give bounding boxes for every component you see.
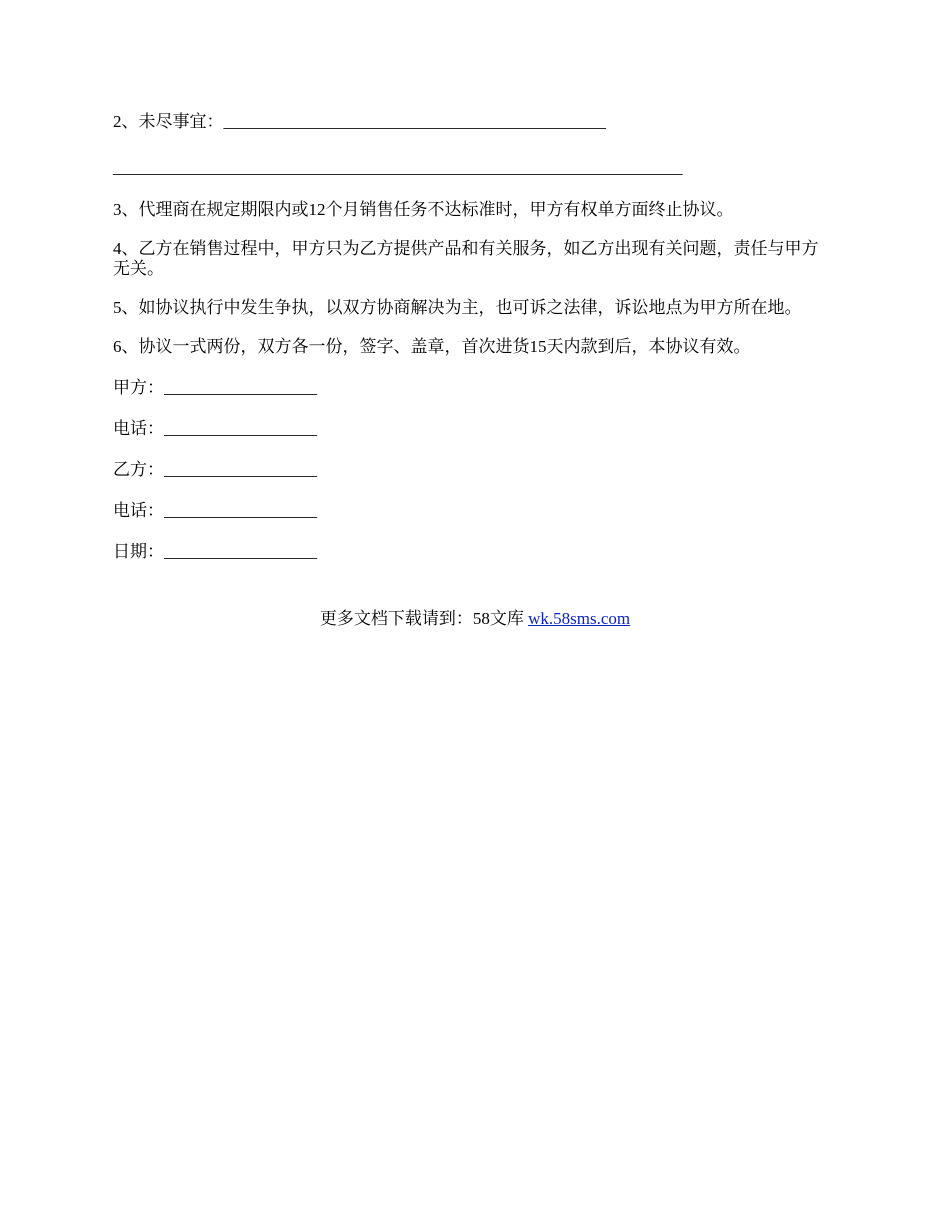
date-line: 日期：__________________	[113, 542, 317, 561]
clause-6: 6、协议一式两份，双方各一份，签字、盖章，首次进货15天内款到后，本协议有效。	[113, 337, 751, 356]
document-body	[113, 112, 833, 583]
party-b-signature-line: 乙方：__________________	[113, 460, 317, 479]
clause-4: 4、乙方在销售过程中，甲方只为乙方提供产品和有关服务，如乙方出现有关问题，责任与甲方无关。	[113, 239, 819, 278]
party-a-signature-line: 甲方：__________________	[113, 378, 317, 397]
footer-link[interactable]: wk.58sms.com	[528, 609, 631, 628]
footer	[0, 608, 950, 630]
clause-3: 3、代理商在规定期限内或12个月销售任务不达标准时，甲方有权单方面终止协议。	[113, 200, 734, 219]
clause-2-blank-line: ___________________________________________________________________	[113, 158, 683, 177]
party-b-phone-line: 电话：__________________	[113, 501, 317, 520]
footer-text: 更多文档下载请到：58文库	[319, 609, 529, 628]
party-a-phone-line: 电话：__________________	[113, 419, 317, 438]
clause-5: 5、如协议执行中发生争执，以双方协商解决为主，也可诉之法律，诉讼地点为甲方所在地。	[113, 298, 802, 317]
clause-2: 2、未尽事宜：_____________________________________________	[113, 112, 606, 131]
